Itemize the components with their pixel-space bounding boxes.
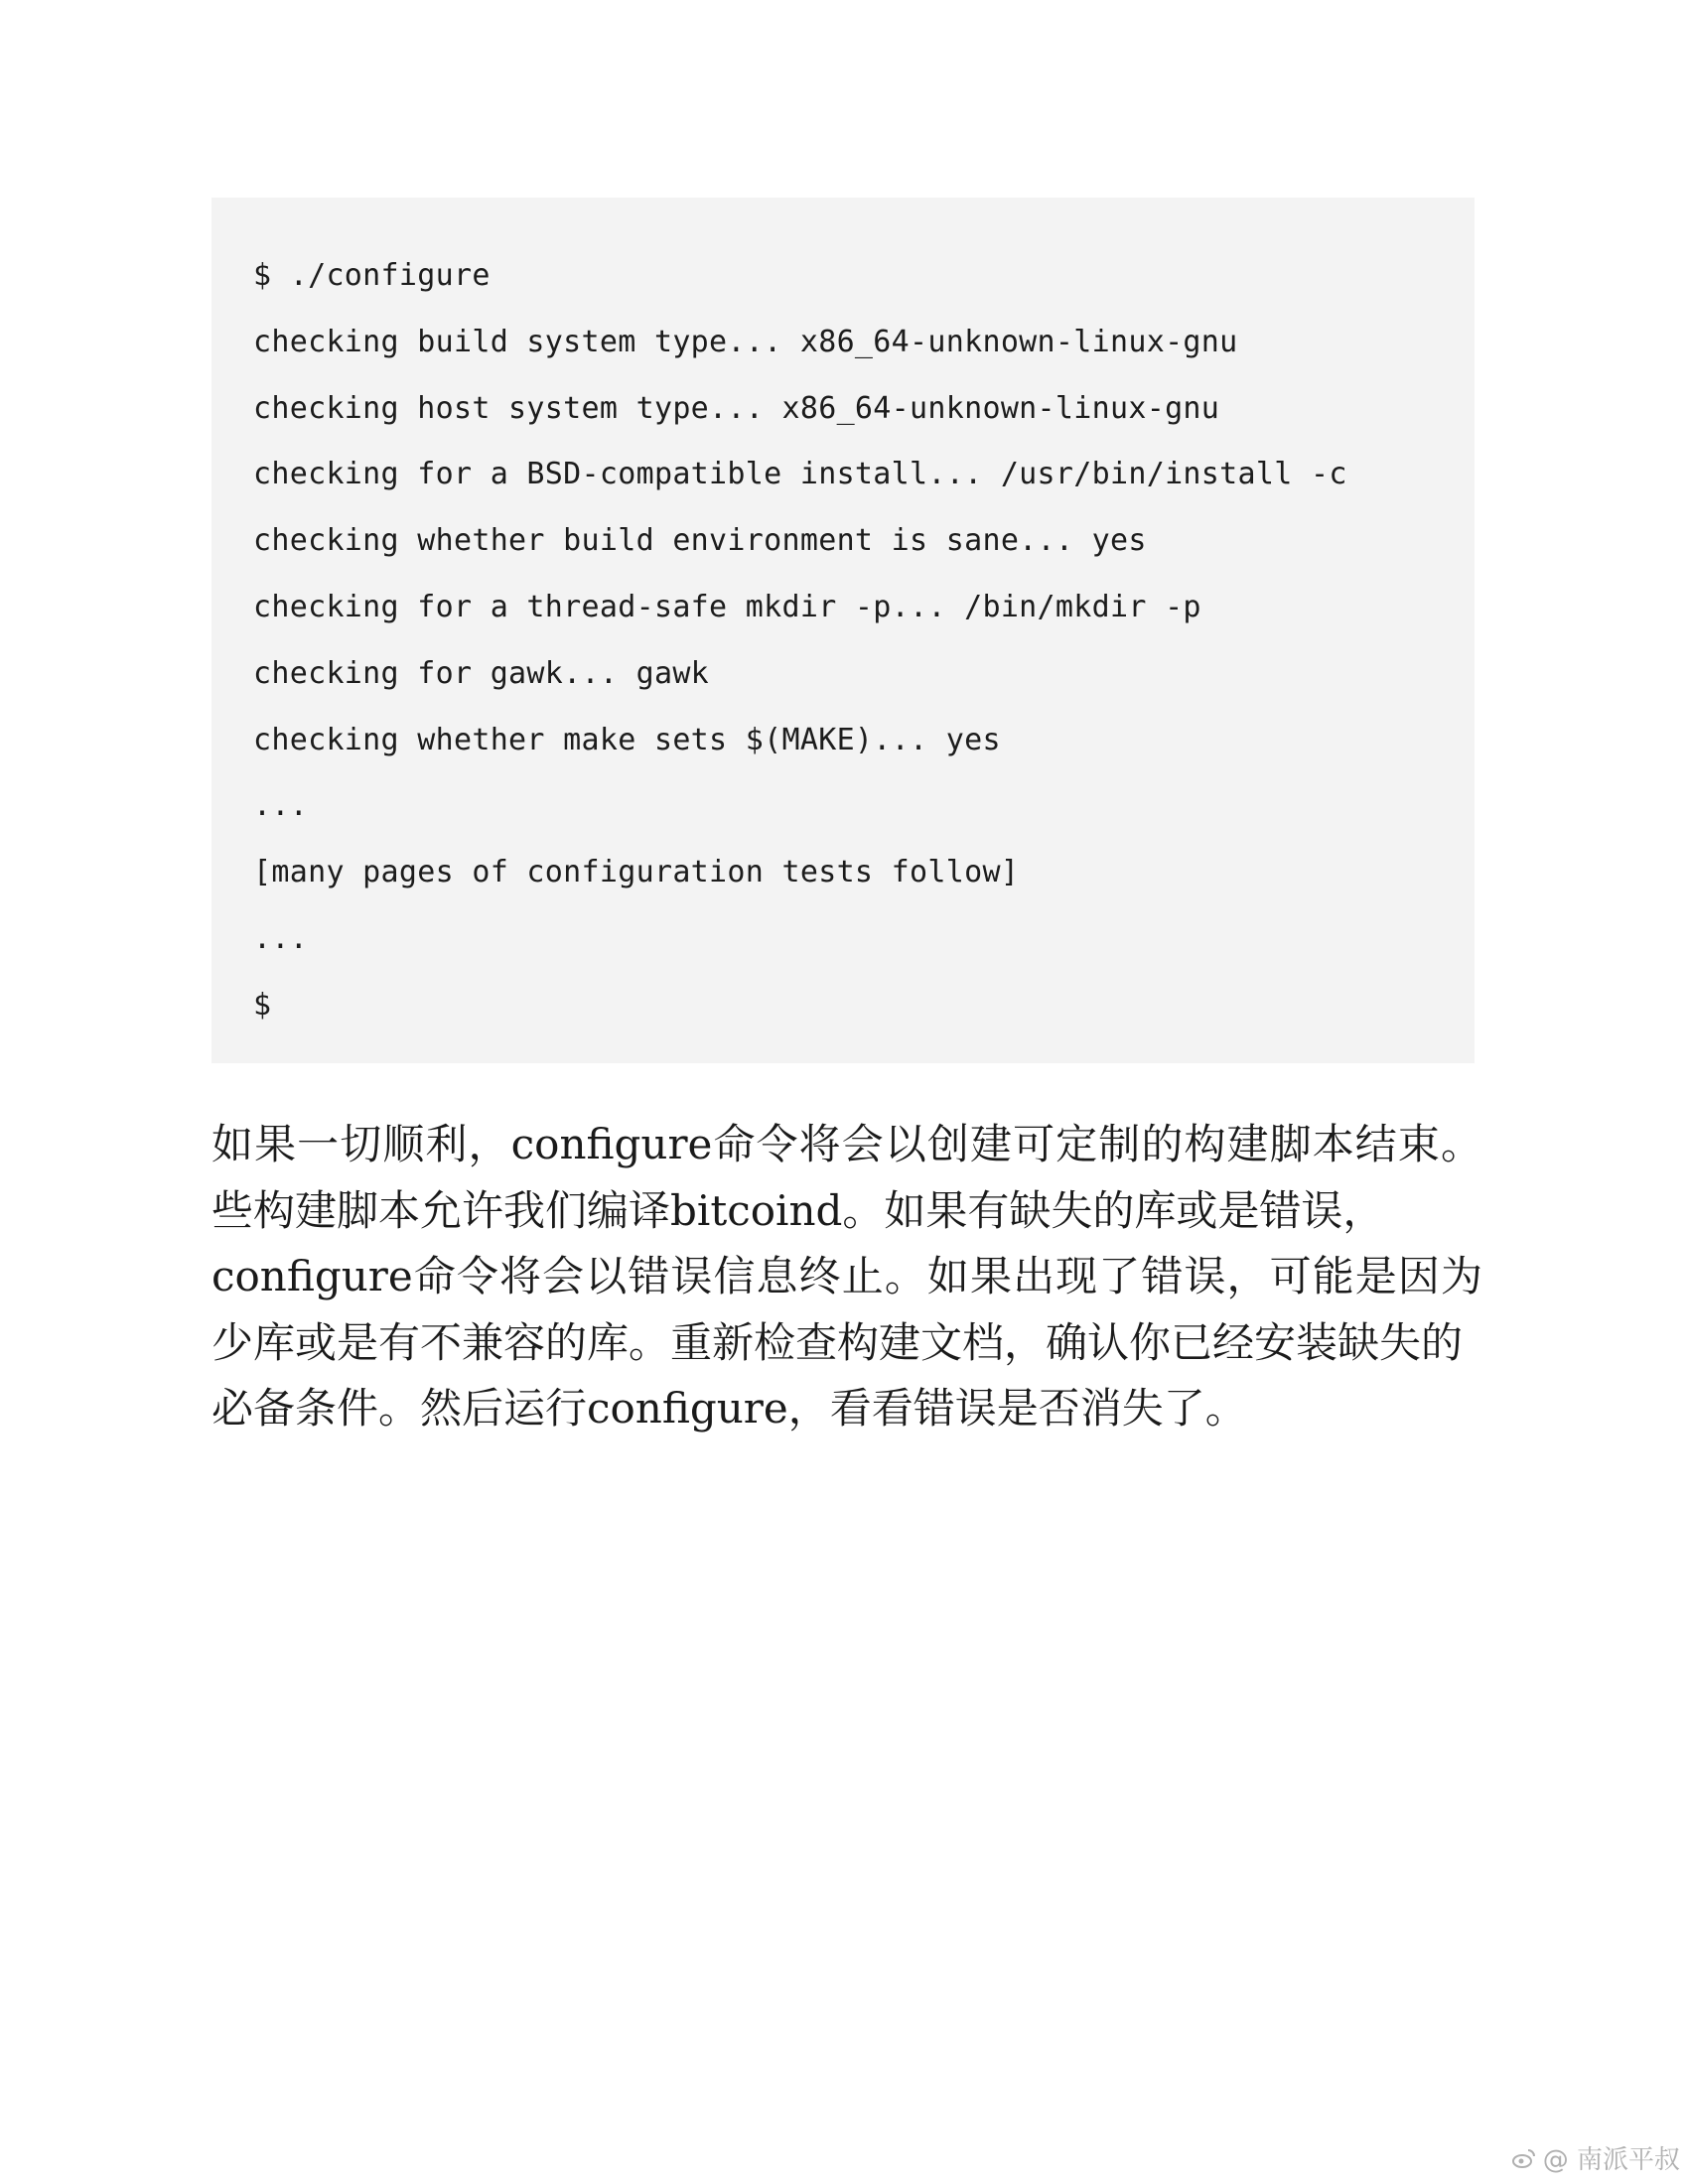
weibo-logo-icon	[1511, 2145, 1537, 2171]
paragraph-line: 些构建脚本允许我们编译bitcoind。如果有缺失的库或是错误，	[211, 1185, 1385, 1235]
paragraph-line: 如果一切顺利，configure命令将会以创建可定制的构建脚本结束。	[211, 1120, 1482, 1168]
paragraph-line: 必备条件。然后运行configure，看看错误是否消失了。	[211, 1384, 1247, 1433]
code-line: checking host system type... x86_64-unknown-linux-gnu	[253, 390, 1220, 426]
body-paragraph	[211, 1112, 1482, 1442]
code-line: $ ./configure	[253, 258, 491, 293]
paragraph-line: configure命令将会以错误信息终止。如果出现了错误，可能是因为	[211, 1252, 1482, 1300]
code-line: checking for a BSD-compatible install... /usr/bin/install -c	[253, 457, 1347, 492]
code-line: checking whether make sets $(MAKE)... yes	[253, 722, 1001, 757]
code-line: checking whether build environment is sane... yes	[253, 523, 1147, 559]
terminal-output-block	[211, 198, 1475, 1063]
watermark	[1511, 2139, 1680, 2176]
code-line: ...	[253, 920, 309, 956]
code-line: checking for gawk... gawk	[253, 655, 710, 691]
watermark-text: @ 南派平叔	[1542, 2145, 1680, 2175]
code-line: checking build system type... x86_64-unknown-linux-gnu	[253, 324, 1238, 359]
paragraph-line: 少库或是有不兼容的库。重新检查构建文档，确认你已经安装缺失的	[211, 1317, 1464, 1367]
code-line: $	[253, 987, 272, 1023]
code-line: checking for a thread-safe mkdir -p... /bin/mkdir -p	[253, 589, 1201, 624]
code-line: ...	[253, 788, 309, 824]
code-line: [many pages of configuration tests follow]	[253, 855, 1020, 890]
